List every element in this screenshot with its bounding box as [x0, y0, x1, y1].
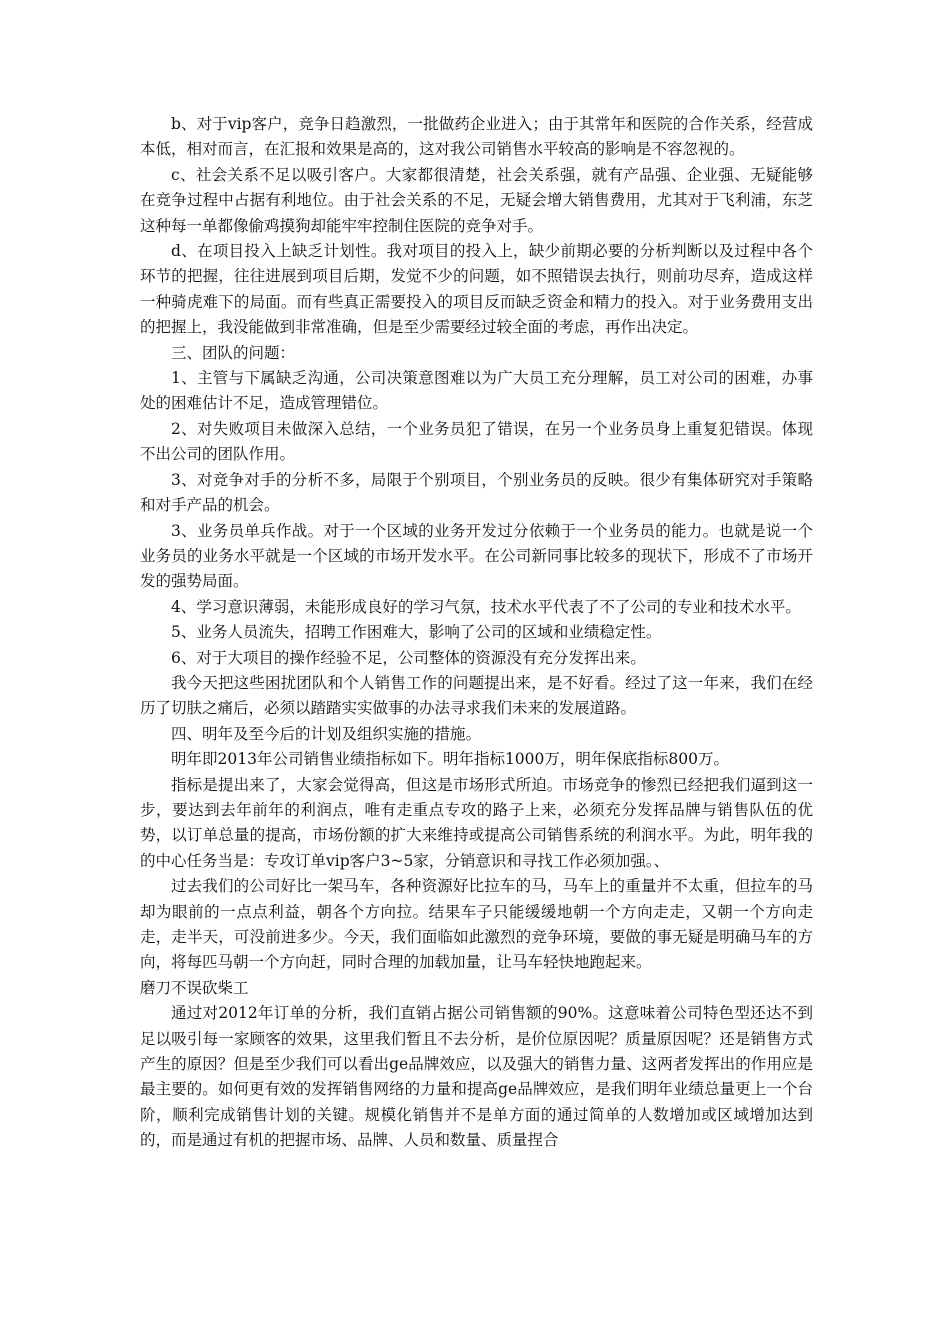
paragraph-team-3b: 3、业务员单兵作战。对于一个区域的业务开发过分依赖于一个业务员的能力。也就是说一个业务员的业务水平就是一个区域的市场开发水平。在公司新同事比较多的现状下，形成不了市场开发的强势局面。	[140, 521, 813, 591]
section-heading-plans: 四、明年及至今后的计划及组织实施的措施。	[171, 724, 482, 743]
paragraph-targets-explanation: 指标是提出来了，大家会觉得高，但这是市场形式所迫。市场竞争的惨烈已经把我们逼到这一步，要达到去年前年的利润点，唯有走重点专攻的路子上来，必须充分发挥品牌与销售队伍的优势，以订单总量的提高，市场份额的扩大来维持或提高公司销售系统的利润水平。为此，明年我的的中心任务当是：专攻订单vip客户3~5家，分销意识和寻找工作必须加强。、	[140, 775, 813, 870]
paragraph-b-vip-customers: b、对于vip客户，竞争日趋激烈，一批做药企业进入；由于其常年和医院的合作关系，经营成本低，相对而言，在汇报和效果是高的，这对我公司销售水平较高的影响是不容忽视的。	[140, 115, 813, 159]
paragraph-d-project-investment: d、在项目投入上缺乏计划性。我对项目的投入上，缺少前期必要的分析判断以及过程中各个环节的把握，往往进展到项目后期，发觉不少的问题，如不照错误去执行，则前功尽弃，造成这样一种骑虎难下的局面。而有些真正需要投入的项目反而缺乏资金和精力的投入。对于业务费用支出的把握上，我没能做到非常准确，但是至少需要经过较全面的考虑，再作出决定。	[140, 242, 813, 337]
paragraph-order-analysis: 通过对2012年订单的分析，我们直销占据公司销售额的90%。这意味着公司特色型还达不到足以吸引每一家顾客的效果，这里我们暂且不去分析，是价位原因呢？质量原因呢？还是销售方式产生的原因？但是至少我们可以看出ge品牌效应，以及强大的销售力量、这两者发挥出的作用应是最主要的。如何更有效的发挥销售网络的力量和提高ge品牌效应，是我们明年业绩总量更上一个台阶，顺利完成销售计划的关键。规模化销售并不是单方面的通过简单的人数增加或区域增加达到的，而是通过有机的把握市场、品牌、人员和数量、质量捏合	[140, 1004, 813, 1150]
paragraph-team-1: 1、主管与下属缺乏沟通，公司决策意图难以为广大员工充分理解，员工对公司的困难，办事处的困难估计不足，造成管理错位。	[140, 369, 813, 413]
paragraph-proverb: 磨刀不误砍柴工	[140, 978, 249, 997]
paragraph-sales-targets: 明年即2013年公司销售业绩指标如下。明年指标1000万，明年保底指标800万。	[171, 750, 729, 769]
paragraph-team-4: 4、学习意识薄弱，未能形成良好的学习气氛，技术水平代表了不了公司的专业和技术水平。	[171, 597, 801, 616]
document-body	[140, 112, 813, 1154]
paragraph-carriage-metaphor: 过去我们的公司好比一架马车，各种资源好比拉车的马，马车上的重量并不太重，但拉车的马却为眼前的一点点利益，朝各个方向拉。结果车子只能缓缓地朝一个方向走走，又朝一个方向走走，走半天，可没前进多少。今天，我们面临如此激烈的竞争环境，要做的事无疑是明确马车的方向，将每匹马朝一个方向赶，同时合理的加载加量，让马车轻快地跑起来。	[140, 877, 813, 972]
paragraph-team-2: 2、对失败项目未做深入总结，一个业务员犯了错误，在另一个业务员身上重复犯错误。体现不出公司的团队作用。	[140, 419, 813, 464]
section-heading-team-problems: 三、团队的问题：	[171, 343, 296, 362]
paragraph-team-5: 5、业务人员流失，招聘工作困难大，影响了公司的区域和业绩稳定性。	[171, 623, 662, 642]
paragraph-team-6: 6、对于大项目的操作经验不足，公司整体的资源没有充分发挥出来。	[171, 648, 646, 667]
paragraph-team-3a: 3、对竞争对手的分析不多，局限于个别项目，个别业务员的反映。很少有集体研究对手策略和对手产品的机会。	[140, 470, 813, 515]
paragraph-reflection: 我今天把这些困扰团队和个人销售工作的问题提出来，是不好看。经过了这一年来，我们在经历了切肤之痛后，必须以踏踏实实做事的办法寻求我们未来的发展道路。	[140, 673, 813, 718]
paragraph-c-social-relations: c、社会关系不足以吸引客户。大家都很清楚，社会关系强，就有产品强、企业强、无疑能够在竞争过程中占据有利地位。由于社会关系的不足，无疑会增大销售费用，尤其对于飞利浦，东芝这种每一单都像偷鸡摸狗却能牢牢控制住医院的竞争对手。	[140, 165, 813, 235]
